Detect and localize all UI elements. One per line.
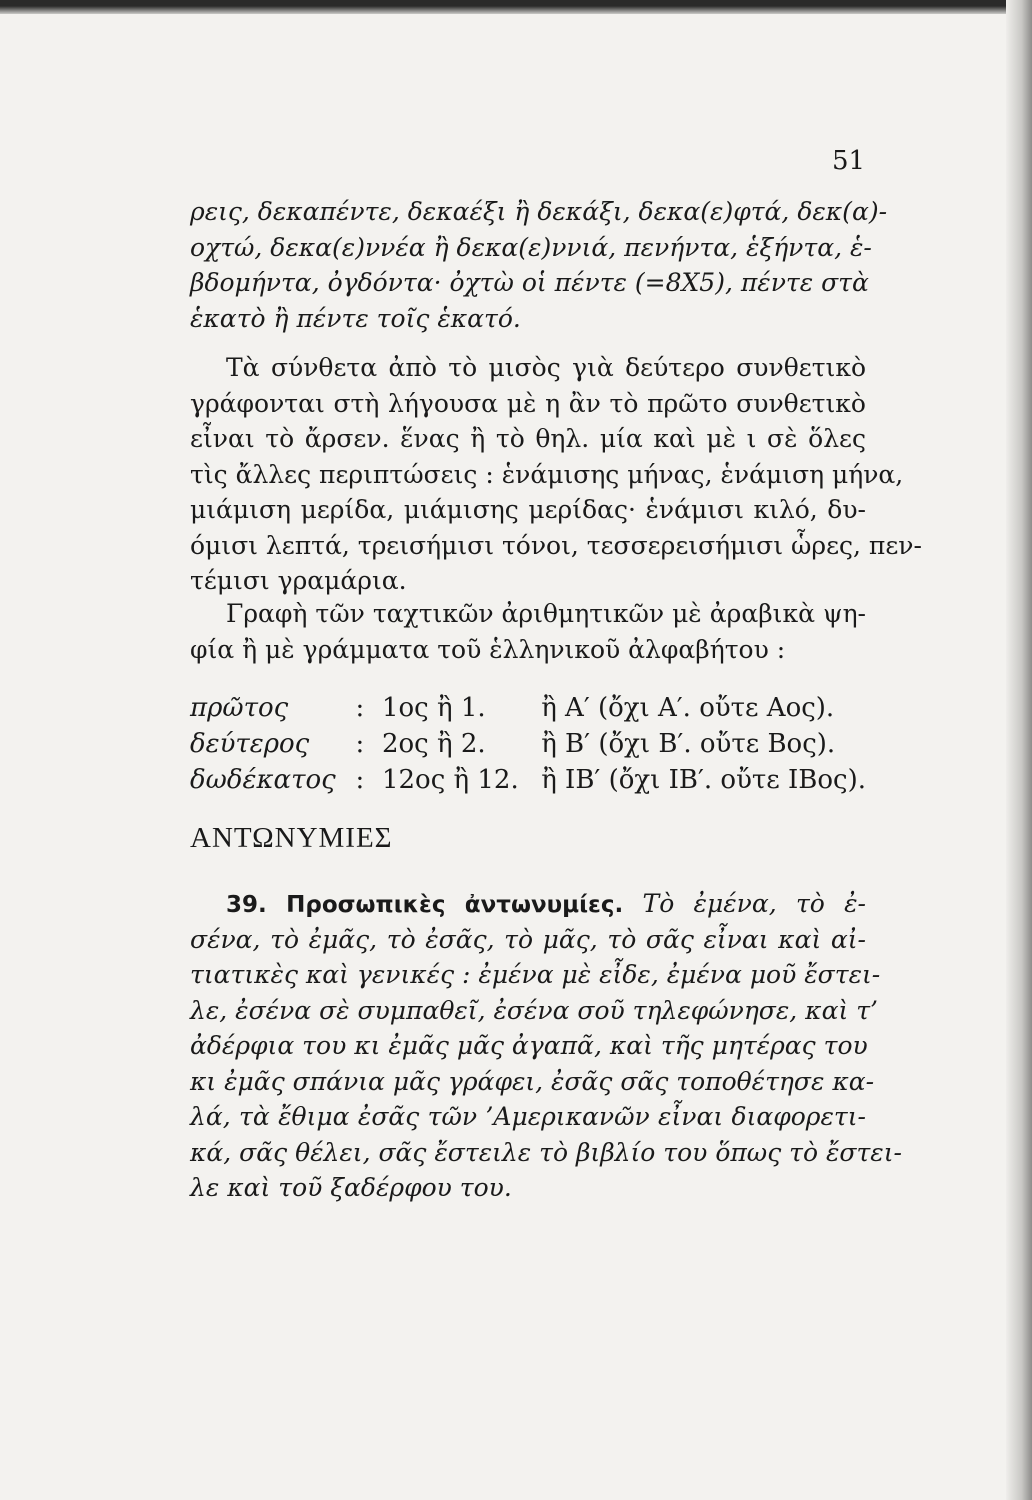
text-line: γράφονται στὴ λήγουσα μὲ η ἂν τὸ πρῶτο συνθετικὸ [190,388,866,418]
text-line: λε καὶ τοῦ ξαδέρφου του. [190,1173,512,1202]
ordinal-word: πρῶτος [190,693,289,723]
text-line: ρεις, δεκαπέντε, δεκαέξι ἢ δεκάξι, δεκα(ε)φτά, δεκ(α)- [190,197,888,226]
text-line: Τὰ σύνθετα ἀπὸ τὸ μισὸς γιὰ δεύτερο συνθετικὸ [226,353,866,382]
page-number: 51 [832,146,866,176]
text-fragment: Τὸ ἐμένα, τὸ ἐ- [642,889,867,918]
text-line: μιάμιση μερίδα, μιάμισης μερίδας· ἑνάμισι κιλό, δυ- [190,495,866,524]
text-line: φία ἢ μὲ γράμματα τοῦ ἑλληνικοῦ ἀλφαβήτου : [190,634,786,664]
ordinal-greek: ἢ ΙΒ′ (ὄχι ΙΒ′. οὔτε ΙΒος). [541,765,866,795]
ordinal-word: δεύτερος [190,729,310,759]
ordinal-colon: : [355,729,365,759]
paragraph-ordinals-intro [190,596,866,667]
text-line: βδομήντα, ὀγδόντα· ὀχτὼ οἱ πέντε (=8X5), πέντε στὰ [190,268,869,297]
scan-right-edge [1006,0,1032,1500]
ordinal-colon: : [355,693,365,723]
text-line: λε, ἐσένα σὲ συμπαθεῖ, ἐσένα σοῦ τηλεφώνησε, καὶ τ’ [190,995,878,1025]
text-line: τὶς ἄλλες περιπτώσεις : ἑνάμισης μήνας, ἑνάμιση μήνα, [190,459,904,489]
ordinal-word: δωδέκατος [190,765,336,795]
text-line: τέμισι γραμάρια. [190,566,407,595]
text-line: Γραφὴ τῶν ταχτικῶν ἀριθμητικῶν μὲ ἀραβικὰ ψη- [226,599,866,628]
ordinal-arabic: 1ος ἢ 1. [381,693,486,723]
table-row [190,762,866,798]
text-line: σένα, τὸ ἐμᾶς, τὸ ἐσᾶς, τὸ μᾶς, τὸ σᾶς εἶναι καὶ αἰ- [190,924,866,954]
section-title: ΑΝΤΩΝΥΜΙΕΣ [190,822,393,854]
ordinal-greek: ἢ Α′ (ὄχι Α′. οὔτε Αος). [541,693,835,723]
text-line: όμισι λεπτά, τρεισήμισι τόνοι, τεσσερεισήμισι ὧρες, πεν- [190,530,922,560]
text-line: ἑκατὸ ἢ πέντε τοῖς ἑκατό. [190,303,521,333]
text-line: λά, τὰ ἔθιμα ἐσᾶς τῶν ’Αμερικανῶν εἶναι διαφορετι- [190,1102,866,1131]
table-row [190,690,866,726]
table-row [190,726,866,762]
ordinal-arabic: 2ος ἢ 2. [381,729,486,759]
ordinal-greek: ἢ Β′ (ὄχι Β′. οὔτε Βος). [541,729,836,759]
text-line: ἀδέρφια του κι ἐμᾶς μᾶς ἀγαπᾶ, καὶ τῆς μητέρας του [190,1031,868,1060]
scan-top-edge [0,0,1032,14]
text-line: οχτώ, δεκα(ε)ννέα ἢ δεκα(ε)ννιά, πενήντα, ἑξήντα, ἑ- [190,232,872,262]
ordinals-table [190,690,866,798]
text-line: τιατικὲς καὶ γενικές : ἐμένα μὲ εἶδε, ἐμένα μοῦ ἔστει- [190,960,881,989]
paragraph-compounds-misos [190,350,922,599]
paragraph-personal-pronouns [190,886,902,1206]
text-line [190,886,866,922]
text-line: κά, σᾶς θέλει, σᾶς ἔστειλε τὸ βιβλίο του ὅπως τὸ ἔστει- [190,1137,902,1167]
text-line: εἶναι τὸ ἄρσεν. ἕνας ἢ τὸ θηλ. μία καὶ μὲ ι σὲ ὅλες [190,424,866,453]
subsection-heading: 39. Προσωπικὲς ἀντωνυμίες. [226,892,624,918]
ordinal-colon: : [355,765,365,795]
paragraph-numerals-continued [190,194,888,336]
text-line: κι ἐμᾶς σπάνια μᾶς γράφει, ἐσᾶς σᾶς τοποθέτησε κα- [190,1066,875,1096]
ordinal-arabic: 12ος ἢ 12. [381,765,519,795]
